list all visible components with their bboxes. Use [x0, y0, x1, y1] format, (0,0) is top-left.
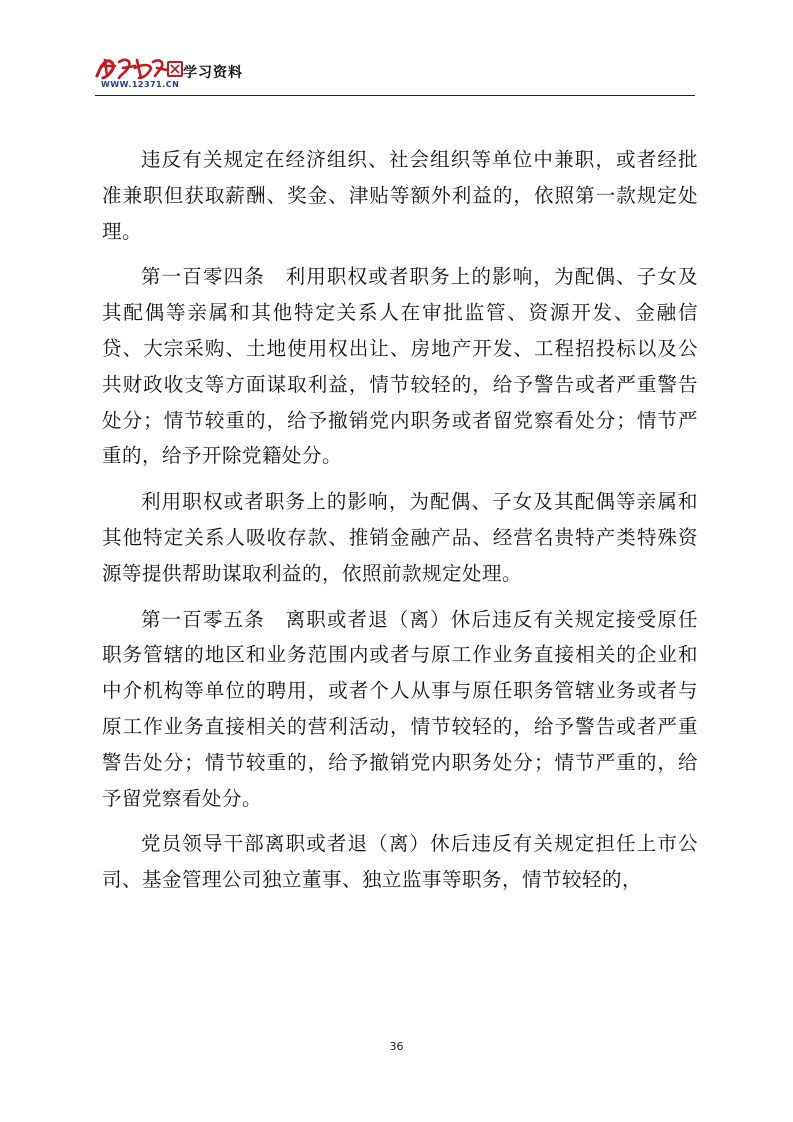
- paragraph: 第一百零四条 利用职权或者职务上的影响，为配偶、子女及其配偶等亲属和其他特定关系人在审批监管、资源开发、金融信贷、大宗采购、土地使用权出让、房地产开发、工程招投标以及公共财政收支等方面谋取利益，情节较轻的，给予警告或者严重警告处分；情节较重的，给予撤销党内职务或者留党察看处分；情节严重的，给予开除党籍处分。: [102, 265, 698, 468]
- paragraph: 党员领导干部离职或者退（离）休后违反有关规定担任上市公司、基金管理公司独立董事、独立监事等职务，情节较轻的，: [102, 832, 698, 892]
- paragraph: 第一百零五条 离职或者退（离）休后违反有关规定接受原任职务管辖的地区和业务范围内或者与原工作业务直接相关的企业和中介机构等单位的聘用，或者个人从事与原任职务管辖业务或者与原工作业务直接相关的营利活动，情节较轻的，给予警告或者严重警告处分；情节较重的，给予撤销党内职务处分；情节严重的，给予留党察看处分。: [102, 607, 698, 810]
- paragraph: 利用职权或者职务上的影响，为配偶、子女及其配偶等亲属和其他特定关系人吸收存款、推销金融产品、经营名贵特产类特殊资源等提供帮助谋取利益的，依照前款规定处理。: [102, 490, 698, 585]
- header-divider: [95, 95, 695, 96]
- header-title: 学习资料: [183, 65, 243, 81]
- site-logo: [95, 54, 187, 92]
- document-body: [102, 142, 698, 908]
- page-number: 36: [389, 1040, 404, 1053]
- page-header: [95, 52, 695, 94]
- logo-url: WWW.12371.CN: [101, 80, 180, 89]
- paragraph: 违反有关规定在经济组织、社会组织等单位中兼职，或者经批准兼职但获取薪酬、奖金、津贴等额外利益的，依照第一款规定处理。: [102, 148, 698, 243]
